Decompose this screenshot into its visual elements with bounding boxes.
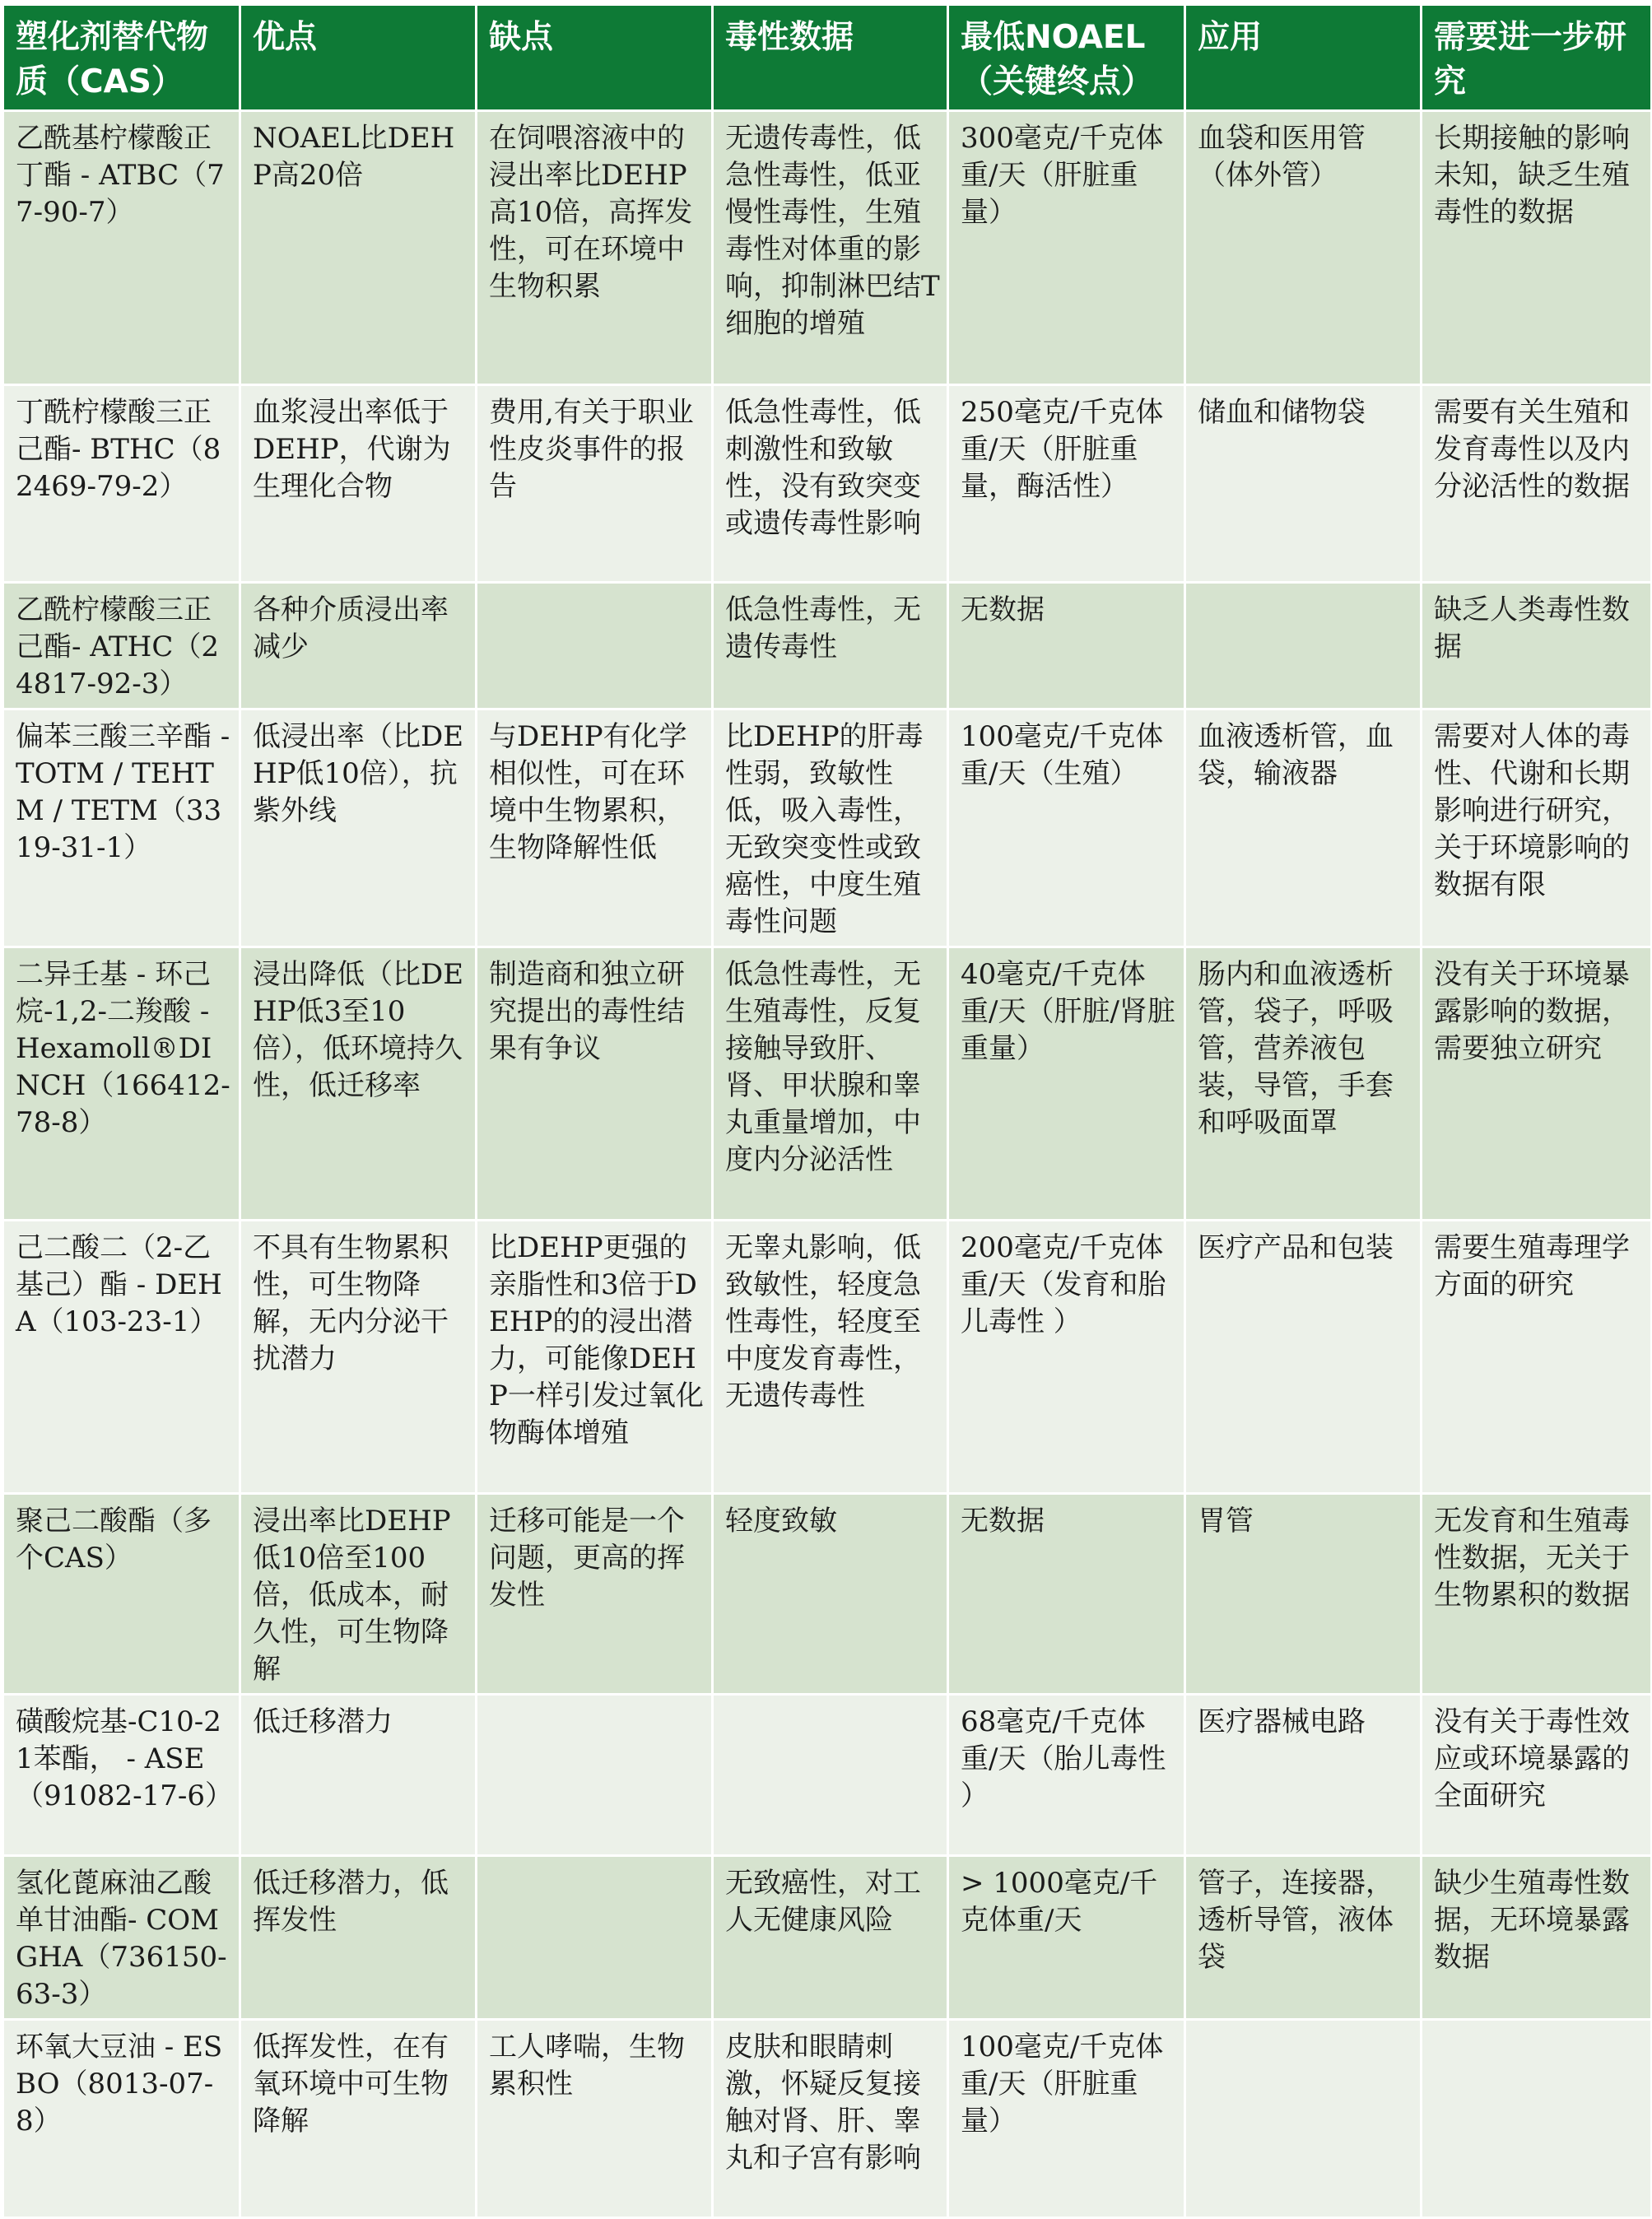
table-row (3, 1856, 1652, 2020)
cell-disadvantages (477, 1695, 713, 1856)
table-row (3, 385, 1652, 583)
cell-further-research: 没有关于毒性效应或环境暴露的全面研究 (1422, 1695, 1652, 1856)
cell-substance: 磺酸烷基-C10-21苯酯， - ASE（91082-17-6） (3, 1695, 240, 1856)
cell-further-research: 需要对人体的毒性、代谢和长期影响进行研究，关于环境影响的数据有限 (1422, 709, 1652, 947)
table-row (3, 2020, 1652, 2218)
table-header-row (3, 5, 1652, 111)
cell-toxicity: 比DEHP的肝毒性弱，致敏性低，吸入毒性，无致突变性或致癌性，中度生殖毒性问题 (713, 709, 948, 947)
cell-disadvantages: 与DEHP有化学相似性，可在环境中生物累积，生物降解性低 (477, 709, 713, 947)
header-toxicity-data: 毒性数据 (713, 5, 948, 111)
cell-toxicity: 低急性毒性，无生殖毒性，反复接触导致肝、肾、甲状腺和睾丸重量增加，中度内分泌活性 (713, 947, 948, 1221)
cell-noael: 68毫克/千克体重/天（胎儿毒性 ） (948, 1695, 1185, 1856)
cell-further-research: 没有关于环境暴露影响的数据，需要独立研究 (1422, 947, 1652, 1221)
cell-further-research: 缺乏人类毒性数据 (1422, 583, 1652, 709)
cell-advantages: 低挥发性，在有氧环境中可生物降解 (240, 2020, 477, 2218)
cell-advantages: 各种介质浸出率减少 (240, 583, 477, 709)
cell-toxicity: 无遗传毒性，低急性毒性，低亚慢性毒性，生殖毒性对体重的影响，抑制淋巴结T细胞的增殖 (713, 111, 948, 385)
cell-substance: 乙酰柠檬酸三正己酯- ATHC（24817-92-3） (3, 583, 240, 709)
cell-toxicity: 无睾丸影响，低致敏性，轻度急性毒性，轻度至中度发育毒性，无遗传毒性 (713, 1221, 948, 1494)
header-advantages: 优点 (240, 5, 477, 111)
cell-advantages: 低迁移潜力 (240, 1695, 477, 1856)
cell-noael: 200毫克/千克体重/天（发育和胎儿毒性 ） (948, 1221, 1185, 1494)
cell-noael: 100毫克/千克体重/天（肝脏重量） (948, 2020, 1185, 2218)
cell-substance: 环氧大豆油 - ESBO（8013-07-8） (3, 2020, 240, 2218)
cell-applications (1185, 2020, 1422, 2218)
cell-substance: 己二酸二（2-乙基己）酯 - DEHA（103-23-1） (3, 1221, 240, 1494)
cell-noael: 无数据 (948, 1494, 1185, 1695)
cell-substance: 氢化蓖麻油乙酸单甘油酯- COMGHA（736150-63-3） (3, 1856, 240, 2020)
cell-advantages: 浸出降低（比DEHP低3至10倍），低环境持久性，低迁移率 (240, 947, 477, 1221)
cell-toxicity: 低急性毒性，低刺激性和致敏性，没有致突变或遗传毒性影响 (713, 385, 948, 583)
cell-noael: 40毫克/千克体重/天（肝脏/肾脏重量） (948, 947, 1185, 1221)
cell-advantages: NOAEL比DEHP高20倍 (240, 111, 477, 385)
cell-noael: 无数据 (948, 583, 1185, 709)
cell-substance: 聚己二酸酯（多个CAS） (3, 1494, 240, 1695)
header-substance: 塑化剂替代物质（CAS） (3, 5, 240, 111)
table-row (3, 583, 1652, 709)
cell-toxicity: 皮肤和眼睛刺激，怀疑反复接触对肾、肝、睾丸和子宫有影响 (713, 2020, 948, 2218)
header-further-research: 需要进一步研究 (1422, 5, 1652, 111)
cell-applications: 储血和储物袋 (1185, 385, 1422, 583)
cell-advantages: 不具有生物累积性，可生物降解，无内分泌干扰潜力 (240, 1221, 477, 1494)
cell-noael: 100毫克/千克体重/天（生殖） (948, 709, 1185, 947)
cell-disadvantages: 工人哮喘，生物累积性 (477, 2020, 713, 2218)
cell-advantages: 浸出率比DEHP低10倍至100倍，低成本，耐久性，可生物降解 (240, 1494, 477, 1695)
header-lowest-noael: 最低NOAEL（关键终点） (948, 5, 1185, 111)
cell-substance: 偏苯三酸三辛酯 - TOTM / TEHTM / TETM（3319-31-1） (3, 709, 240, 947)
cell-noael: 250毫克/千克体重/天（肝脏重量，酶活性） (948, 385, 1185, 583)
cell-disadvantages: 在饲喂溶液中的浸出率比DEHP高10倍，高挥发性，可在环境中生物积累 (477, 111, 713, 385)
cell-disadvantages (477, 583, 713, 709)
cell-advantages: 血浆浸出率低于DEHP，代谢为生理化合物 (240, 385, 477, 583)
table-row (3, 709, 1652, 947)
cell-disadvantages: 比DEHP更强的亲脂性和3倍于DEHP的的浸出潜力，可能像DEHP一样引发过氧化物酶体增殖 (477, 1221, 713, 1494)
cell-further-research: 需要有关生殖和发育毒性以及内分泌活性的数据 (1422, 385, 1652, 583)
cell-substance: 丁酰柠檬酸三正己酯- BTHC（82469-79-2） (3, 385, 240, 583)
plasticizer-table-container (2, 3, 1650, 2219)
cell-advantages: 低迁移潜力，低挥发性 (240, 1856, 477, 2020)
cell-further-research (1422, 2020, 1652, 2218)
cell-toxicity: 低急性毒性，无遗传毒性 (713, 583, 948, 709)
cell-disadvantages: 迁移可能是一个问题，更高的挥发性 (477, 1494, 713, 1695)
header-applications: 应用 (1185, 5, 1422, 111)
plasticizer-alternatives-table (2, 3, 1652, 2219)
table-row (3, 1494, 1652, 1695)
cell-further-research: 无发育和生殖毒性数据，无关于生物累积的数据 (1422, 1494, 1652, 1695)
cell-applications: 医疗产品和包装 (1185, 1221, 1422, 1494)
cell-disadvantages (477, 1856, 713, 2020)
cell-advantages: 低浸出率（比DEHP低10倍），抗紫外线 (240, 709, 477, 947)
cell-disadvantages: 费用,有关于职业性皮炎事件的报告 (477, 385, 713, 583)
cell-applications: 胃管 (1185, 1494, 1422, 1695)
table-row (3, 947, 1652, 1221)
table-row (3, 1221, 1652, 1494)
table-row (3, 111, 1652, 385)
cell-applications: 血液透析管，血袋，输液器 (1185, 709, 1422, 947)
cell-noael: 300毫克/千克体重/天（肝脏重量） (948, 111, 1185, 385)
cell-further-research: 缺少生殖毒性数据，无环境暴露数据 (1422, 1856, 1652, 2020)
cell-applications (1185, 583, 1422, 709)
cell-substance: 二异壬基 - 环己烷-1,2-二羧酸 - Hexamoll®DINCH（166412-78-8） (3, 947, 240, 1221)
header-disadvantages: 缺点 (477, 5, 713, 111)
cell-further-research: 需要生殖毒理学方面的研究 (1422, 1221, 1652, 1494)
table-row (3, 1695, 1652, 1856)
cell-applications: 血袋和医用管（体外管） (1185, 111, 1422, 385)
cell-toxicity: 无致癌性，对工人无健康风险 (713, 1856, 948, 2020)
cell-disadvantages: 制造商和独立研究提出的毒性结果有争议 (477, 947, 713, 1221)
cell-noael: > 1000毫克/千克体重/天 (948, 1856, 1185, 2020)
cell-applications: 管子，连接器，透析导管，液体袋 (1185, 1856, 1422, 2020)
cell-toxicity: 轻度致敏 (713, 1494, 948, 1695)
cell-applications: 医疗器械电路 (1185, 1695, 1422, 1856)
cell-substance: 乙酰基柠檬酸正丁酯 - ATBC（77-90-7） (3, 111, 240, 385)
cell-further-research: 长期接触的影响未知，缺乏生殖毒性的数据 (1422, 111, 1652, 385)
cell-applications: 肠内和血液透析管，袋子，呼吸管，营养液包装，导管，手套和呼吸面罩 (1185, 947, 1422, 1221)
cell-toxicity (713, 1695, 948, 1856)
